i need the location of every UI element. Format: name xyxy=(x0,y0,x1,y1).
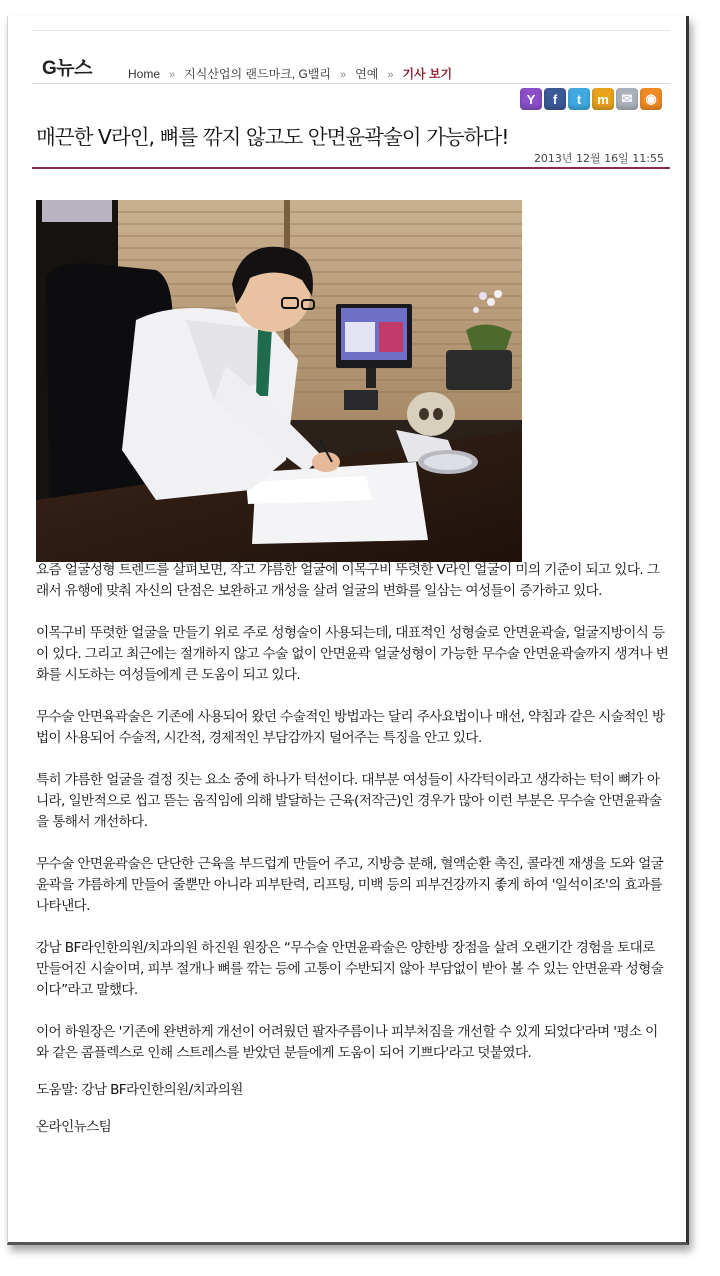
article-paragraph: 무수술 안면윤곽술은 단단한 근육을 부드럽게 만들어 주고, 지방층 분해, 혈액순환 촉진, 콜라겐 재생을 도와 얼굴 윤곽을 갸름하게 만들어 줄뿐만 아니라 피부탄력, 리프팅, 미백 등의 피부건강까지 좋게 하여 '일석이조'의 효과를 나타낸다. xyxy=(36,856,664,914)
yozm-icon[interactable]: Y xyxy=(520,88,542,110)
breadcrumb-gvalley[interactable]: 지식산업의 랜드마크, G밸리 xyxy=(184,67,331,81)
breadcrumb-entertainment[interactable]: 연예 xyxy=(355,67,379,81)
share-icons xyxy=(520,88,662,112)
breadcrumb-separator: » xyxy=(169,69,176,81)
article-photo xyxy=(36,200,522,562)
twitter-icon[interactable]: t xyxy=(568,88,590,110)
rss-icon[interactable]: ◉ xyxy=(640,88,662,110)
doctor-writing-photo xyxy=(36,200,522,562)
article-author: 온라인뉴스팀 xyxy=(36,1119,112,1135)
article-title: 매끈한 V라인, 뼈를 깎지 않고도 안면윤곽술이 가능하다! xyxy=(36,125,509,149)
article-paragraph: 특히 갸름한 얼굴을 결정 짓는 요소 중에 하나가 턱선이다. 대부분 여성들이 사각턱이라고 생각하는 턱이 뼈가 아니라, 일반적으로 씹고 뜯는 움직임에 의해 발달하는 근육(저작근)인 경우가 많아 이런 부분은 무수술 안면윤곽술을 통해서 개선하다. xyxy=(36,772,662,830)
article-date: 2013년 12월 16일 11:55 xyxy=(533,152,664,165)
article-body xyxy=(36,560,670,1159)
breadcrumb-current: 기사 보기 xyxy=(402,67,453,81)
site-logo[interactable]: G뉴스 xyxy=(42,58,92,79)
breadcrumb-separator: » xyxy=(340,69,347,81)
article-paragraph: 무수술 안면육곽술은 기존에 사용되어 왔던 수술적인 방법과는 달리 주사요법이나 매선, 약침과 같은 시술적인 방법이 사용되어 수술적, 시간적, 경제적인 부담감까지 덜어주는 특징을 안고 있다. xyxy=(36,709,665,746)
breadcrumb-home[interactable]: Home xyxy=(128,67,161,81)
article-source: 도움말: 강남 BF라인한의원/치과의원 xyxy=(36,1082,243,1098)
article-paragraph: 이어 하원장은 '기존에 완변하게 개선이 어려웠던 팔자주름이나 피부처짐을 개선할 수 있게 되었다'라며 '평소 이와 같은 콤플렉스로 인해 스트레스를 받았던 분들에게 도움이 되어 기쁘다'라고 덧붙였다. xyxy=(36,1024,658,1061)
article-paragraph: 이목구비 뚜렷한 얼굴을 만들기 위로 주로 성형술이 사용되는데, 대표적인 성형술로 안면윤곽술, 얼굴지방이식 등이 있다. 그리고 최근에는 절개하지 않고 수술 없이 안면윤곽 얼굴성형이 가능한 무수술 안면윤곽술까지 생겨나 변화를 시도하는 여성들에게 큰 도움이 되고 있다. xyxy=(36,625,669,683)
article-page xyxy=(32,30,670,1135)
title-divider xyxy=(32,167,670,169)
article-paragraph: 강남 BF라인한의원/치과의원 하진원 원장은 “무수술 안면윤곽술은 양한방 장점을 살려 오랜기간 경험을 토대로 만들어진 시술이며, 피부 절개나 뼈를 깎는 등에 고통이 수반되지 않아 부담없이 받아 볼 수 있는 안면윤곽 성형술이다”라고 말했다. xyxy=(36,940,664,998)
breadcrumb xyxy=(128,65,452,82)
email-icon[interactable]: ✉ xyxy=(616,88,638,110)
site-header xyxy=(32,30,670,84)
breadcrumb-separator: » xyxy=(387,69,394,81)
me2day-icon[interactable]: m xyxy=(592,88,614,110)
facebook-icon[interactable]: f xyxy=(544,88,566,110)
article-paragraph: 요즘 얼굴성형 트렌드를 살펴보면, 작고 갸름한 얼굴에 이목구비 뚜렷한 V라인 얼굴이 미의 기준이 되고 있다. 그래서 유행에 맞춰 자신의 단점은 보완하고 개성을 살려 얼굴의 변화를 일삼는 여성들이 증가하고 있다. xyxy=(36,562,660,599)
